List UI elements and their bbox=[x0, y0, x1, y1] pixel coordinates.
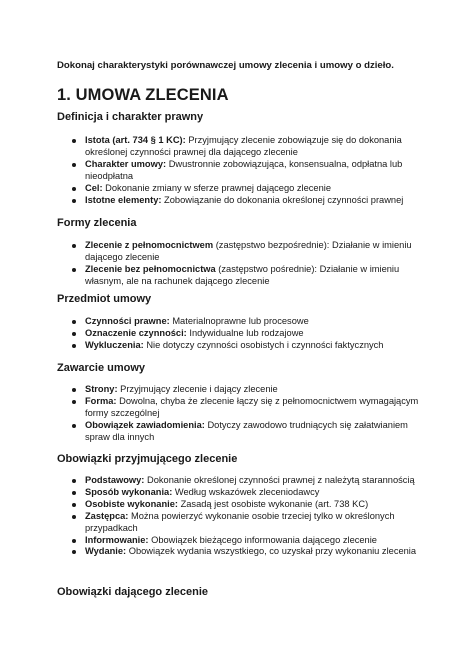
list-item bbox=[57, 135, 427, 159]
bullet-list bbox=[57, 316, 427, 352]
subsection-heading: Formy zlecenia bbox=[57, 217, 137, 229]
item-text: Przyjmujący zlecenie zobowiązuje się do dokonania określonej czynności prawnej dla dającego zlecenie bbox=[85, 135, 402, 157]
list-item bbox=[57, 159, 427, 183]
bullet-icon bbox=[72, 163, 76, 167]
list-item bbox=[57, 384, 427, 396]
bullet-list bbox=[57, 384, 427, 444]
subsection-heading: Przedmiot umowy bbox=[57, 293, 152, 305]
subsection-heading: Definicja i charakter prawny bbox=[57, 111, 204, 123]
item-term: Forma: bbox=[85, 395, 117, 406]
bullet-icon bbox=[72, 550, 76, 554]
item-text: Obowiązek wydania wszystkiego, co uzyskał przy wykonaniu zlecenia bbox=[126, 546, 417, 557]
item-text: Dokonanie zmiany w sferze prawnej dającego zlecenie bbox=[102, 182, 331, 193]
item-term: Istota (art. 734 § 1 KC): bbox=[85, 135, 186, 145]
bullet-list bbox=[57, 240, 427, 288]
list-item bbox=[57, 535, 427, 547]
item-text: (zastępstwo pośrednie): Działanie w imieniu własnym, ale na rachunek dającego zlecenie bbox=[85, 263, 400, 286]
item-term: Zlecenie bez pełnomocnictwa bbox=[85, 263, 216, 274]
bullet-icon bbox=[72, 479, 76, 483]
bullet-icon bbox=[72, 268, 76, 272]
list-item bbox=[57, 195, 427, 207]
subsection-heading: Zawarcie umowy bbox=[57, 362, 146, 374]
list-item bbox=[57, 420, 427, 444]
item-text: Indywidualne lub rodzajowe bbox=[186, 327, 304, 338]
subsection-heading: Obowiązki dającego zlecenie bbox=[57, 586, 208, 598]
item-text: Dokonanie określonej czynności prawnej z należytą starannością bbox=[144, 475, 415, 485]
item-term: Podstawowy: bbox=[85, 475, 145, 485]
item-term: Informowanie: bbox=[85, 534, 149, 545]
item-text: (zastępstwo bezpośrednie): Działanie w imieniu dającego zlecenie bbox=[85, 240, 412, 262]
bullet-icon bbox=[72, 424, 76, 428]
list-item bbox=[57, 487, 427, 499]
bullet-icon bbox=[72, 503, 76, 507]
item-text: Dowolna, chyba że zlecenie łączy się z pełnomocnictwem wymagającym formy szczególnej bbox=[85, 395, 419, 418]
item-term: Istotne elementy: bbox=[85, 194, 162, 205]
bullet-icon bbox=[72, 491, 76, 495]
item-term: Sposób wykonania: bbox=[85, 486, 173, 497]
item-text: Materialnoprawne lub procesowe bbox=[169, 316, 309, 326]
list-item bbox=[57, 240, 427, 264]
item-text: Przyjmujący zlecenie i dający zlecenie bbox=[117, 384, 278, 394]
item-text: Według wskazówek zleceniodawcy bbox=[172, 486, 320, 497]
list-item bbox=[57, 264, 427, 288]
bullet-icon bbox=[72, 187, 76, 191]
list-item bbox=[57, 396, 427, 420]
item-term: Strony: bbox=[85, 384, 118, 394]
bullet-icon bbox=[72, 388, 76, 392]
list-item bbox=[57, 475, 427, 487]
item-term: Zastępca: bbox=[85, 510, 129, 521]
bullet-list bbox=[57, 475, 427, 558]
subsection-heading: Obowiązki przyjmującego zlecenie bbox=[57, 453, 238, 465]
item-term: Obowiązek zawiadomienia: bbox=[85, 419, 205, 430]
bullet-icon bbox=[72, 320, 76, 324]
list-item bbox=[57, 340, 427, 352]
list-item bbox=[57, 499, 427, 511]
item-text: Dwustronnie zobowiązująca, konsensualna, odpłatna lub nieodpłatna bbox=[85, 158, 403, 181]
bullet-icon bbox=[72, 400, 76, 404]
bullet-icon bbox=[72, 539, 76, 543]
bullet-icon bbox=[72, 244, 76, 248]
item-term: Czynności prawne: bbox=[85, 316, 170, 326]
bullet-icon bbox=[72, 332, 76, 336]
item-term: Wydanie: bbox=[85, 546, 127, 557]
list-item bbox=[57, 328, 427, 340]
bullet-icon bbox=[72, 344, 76, 348]
list-item bbox=[57, 511, 427, 535]
item-term: Zlecenie z pełnomocnictwem bbox=[85, 240, 214, 250]
bullet-list bbox=[57, 135, 427, 206]
item-text: Zasadą jest osobiste wykonanie (art. 738 KC) bbox=[178, 498, 369, 509]
item-term: Oznaczenie czynności: bbox=[85, 327, 187, 338]
list-item bbox=[57, 183, 427, 195]
item-text: Zobowiązanie do dokonania określonej czynności prawnej bbox=[161, 194, 404, 205]
bullet-icon bbox=[72, 139, 76, 143]
task-prompt: Dokonaj charakterystyki porównawczej umowy zlecenia i umowy o dzieło. bbox=[57, 60, 394, 71]
item-term: Charakter umowy: bbox=[85, 158, 167, 169]
item-text: Dotyczy zawodowo trudniących się załatwianiem spraw dla innych bbox=[85, 419, 408, 442]
item-term: Osobiste wykonanie: bbox=[85, 498, 178, 509]
item-text: Obowiązek bieżącego informowania dającego zlecenie bbox=[148, 534, 377, 545]
list-item bbox=[57, 546, 427, 558]
item-text: Można powierzyć wykonanie osobie trzeciej tylko w określonych przypadkach bbox=[85, 510, 395, 533]
list-item bbox=[57, 316, 427, 328]
bullet-icon bbox=[72, 199, 76, 203]
item-term: Wykluczenia: bbox=[85, 339, 144, 350]
bullet-icon bbox=[72, 515, 76, 519]
section-title: 1. UMOWA ZLECENIA bbox=[57, 86, 229, 104]
item-term: Cel: bbox=[85, 182, 103, 193]
item-text: Nie dotyczy czynności osobistych i czynności faktycznych bbox=[143, 339, 384, 350]
